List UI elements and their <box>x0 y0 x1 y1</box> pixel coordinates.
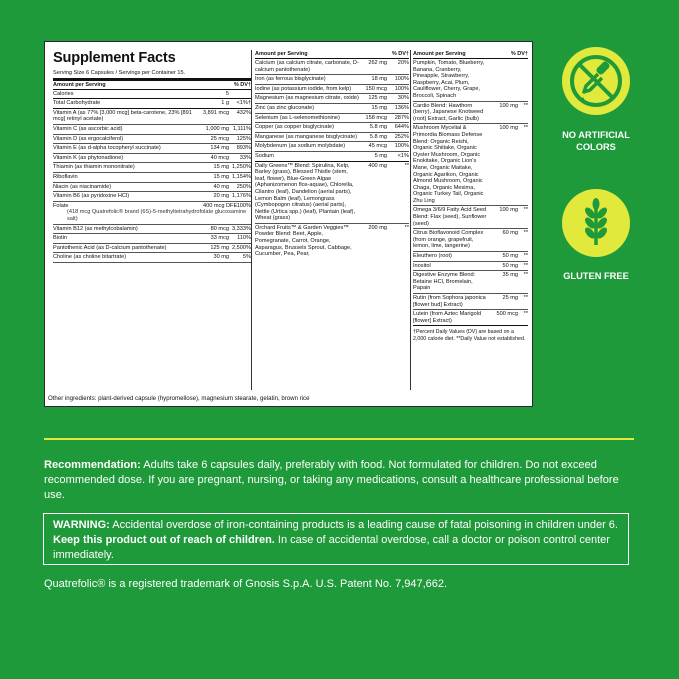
nutrient-row <box>413 310 528 326</box>
nutrient-name: Vitamin A (as 77% [3,000 mcg] beta-carotene, 23% [891 mcg] retinyl acetate) <box>53 109 192 123</box>
nutrient-amount: 200 mg <box>368 224 387 231</box>
nutrient-row <box>53 234 251 244</box>
nutrient-row <box>413 206 528 229</box>
nutrient-amount: 20 mg <box>213 193 229 200</box>
nutrient-amount: 400 mcg DFE <box>203 202 238 209</box>
header-dv: % DV† <box>510 51 528 57</box>
nutrient-amount: 125 mg <box>210 244 229 251</box>
warning-box <box>43 513 629 565</box>
nutrient-row <box>255 104 409 114</box>
nutrient-name: Sodium <box>255 152 274 159</box>
column-divider <box>410 50 411 390</box>
nutrient-row <box>53 90 251 100</box>
nutrient-dv: ** <box>523 102 528 109</box>
nutrient-amount: 15 mg <box>213 164 229 171</box>
nutrient-row <box>413 124 528 206</box>
nutrient-name: Copper (as copper bisglycinate) <box>255 124 334 131</box>
wheat-icon <box>562 189 630 257</box>
nutrient-amount: 50 mg <box>502 253 518 260</box>
nutrient-row <box>255 85 409 95</box>
nutrient-dv: 100% <box>394 143 409 150</box>
nutrient-name: Citrus Bioflavonoid Complex (from orange, grapefruit, lemon, lime, tangerine) <box>413 230 484 250</box>
nutrient-dv: 644% <box>394 124 409 131</box>
nutrient-amount: 5.8 mg <box>369 124 387 131</box>
header-dv: % DV† <box>233 81 251 88</box>
warning-label: WARNING: <box>53 519 110 531</box>
nutrient-row <box>53 225 251 235</box>
nutrient-dv <box>229 91 251 98</box>
nutrient-dv: 100% <box>394 76 409 83</box>
nutrient-amount: 400 mg <box>368 162 387 169</box>
nutrient-list <box>53 90 251 263</box>
nutrient-row <box>53 192 251 202</box>
recommendation-label: Recommendation: <box>44 459 141 471</box>
nutrient-dv: 110% <box>237 235 251 242</box>
nutrient-amount <box>490 60 518 100</box>
recommendation <box>44 458 636 503</box>
header-amount: Amount per Serving <box>413 51 466 57</box>
nutrient-row <box>413 294 528 310</box>
nutrient-amount: 134 mg <box>210 145 229 152</box>
nutrient-name: Vitamin B12 (as methylcobalamin) <box>53 225 138 232</box>
nutrient-amount: 100 mg <box>499 207 518 214</box>
nutrient-dv: 1,250% <box>232 164 251 171</box>
dv-footnote: †Percent Daily Values (DV) are based on a 2,000 calorie diet. **Daily Value not established. <box>413 329 526 342</box>
nutrient-dv: 3,333% <box>232 225 251 232</box>
column-divider <box>251 50 252 390</box>
nutrient-row <box>413 271 528 294</box>
nutrient-dv: 1,111% <box>232 125 251 132</box>
nutrient-name: Manganese (as manganese bisglycinate) <box>255 133 357 140</box>
nutrient-name: Biotin <box>53 235 67 242</box>
nutrient-name: Iodine (as potassium iodide, from kelp) <box>255 85 352 92</box>
header-dv: % DV† <box>391 51 409 57</box>
nutrient-name: Orchard Fruits™ & Garden Veggies™ Powder Blend: Beet, Apple, Pomegranate, Carrot, Orange, Asparagus, Brussels Sprout, Cabbage, Cucumber, Pea, Pear, <box>255 224 352 258</box>
facts-column-3 <box>413 44 528 342</box>
nutrient-dv: 136% <box>394 104 409 111</box>
nutrient-name: Iron (as ferrous bisglycinate) <box>255 76 326 83</box>
nutrient-amount: 5 mg <box>374 152 387 159</box>
no-artificial-colors-badge <box>562 47 630 115</box>
nutrient-dv: 5% <box>242 254 251 261</box>
gluten-free-label: GLUTEN FREE <box>563 271 629 281</box>
warning-text-2: In case of accidental overdose, call a doctor or poison control center immediately. <box>53 534 610 561</box>
nutrient-list <box>413 59 528 326</box>
header-amount: Amount per Serving <box>53 81 106 88</box>
nutrient-amount: 30 mg <box>213 254 229 261</box>
nutrient-row <box>53 253 251 263</box>
nutrient-name: Daily Greens™ Blend: Spirulina, Kelp, Barley (grass), Blessed Thistle (stem, leaf, flower), Blue-Green Algae (Aphanizomenon flos-aquae), Chlorella, Cilantro (leaf), Dandelion (aerial parts), Lemon Balm (leaf), Lemongrass (Cymbopogon citratus) (aerial parts), Nettle (Urtica spp.) (leaf), Plantain (leaf), Wheat (grass) <box>255 162 356 222</box>
nutrient-dv: ** <box>404 224 409 231</box>
nutrient-name: Pumpkin, Tomato, Blueberry, Banana, Cranberry, Pineapple, Strawberry, Raspberry, Acai, Plum, Cauliflower, Cherry, Grape, Broccoli, Spinach <box>413 60 485 99</box>
nutrient-dv: 2,500% <box>232 244 251 251</box>
nutrient-amount: 15 mg <box>371 104 387 111</box>
nutrient-name: Pantothenic Acid (as D-calcium pantothenate) <box>53 244 167 251</box>
nutrient-dv: ** <box>523 272 528 279</box>
nutrient-name: Mushroom Mycelial & Primordia Biomass Defense Blend: Organic Reishi, Organic Shiitake, Organic Oyster Mushroom, Organic Enokitake, Organic Lion's Mane, Organic Maitake, Organic Agarikon, Organic Almond Mushroom, Organic Chaga, Organic Mesima, Organic Turkey Tail, Organic Zhu Ling <box>413 125 484 204</box>
nutrient-amount: 100 mg <box>499 102 518 109</box>
nutrient-name: Calcium (as calcium citrate, carbonate, D-calcium pantothenate) <box>255 60 359 73</box>
nutrient-name: Vitamin E (as d-alpha tocopheryl succinate) <box>53 145 161 152</box>
nutrient-row <box>255 152 409 162</box>
nutrient-amount: 18 mg <box>371 76 387 83</box>
trademark-note: Quatrefolic® is a registered trademark of Gnosis S.p.A. U.S. Patent No. 7,947,662. <box>44 578 448 590</box>
nutrient-dv: 250% <box>236 183 251 190</box>
nutrient-name: Vitamin C (as ascorbic acid) <box>53 125 123 132</box>
nutrient-row <box>53 125 251 135</box>
nutrient-row <box>53 202 251 225</box>
no-artificial-colors-label: NO ARTIFICIAL COLORS <box>562 130 630 152</box>
nutrient-amount: 1,000 mg <box>205 125 229 132</box>
nutrient-amount: 33 mcg <box>210 235 229 242</box>
yellow-divider <box>44 438 634 440</box>
nutrient-dv: 100% <box>394 85 409 92</box>
nutrient-amount: 40 mg <box>213 183 229 190</box>
recommendation-text: Adults take 6 capsules daily, preferably with food. Not formulated for children. Do not exceed recommended dose. If you are pregnant, nursing, or taking any medications, consult a healthcare professional before use. <box>44 459 619 501</box>
nutrient-amount: 25 mcg <box>210 135 229 142</box>
nutrient-amount: 3,891 mcg <box>203 109 230 116</box>
nutrient-name: Cardio Blend: Hawthorn (berry), Japanese Knotweed (root) Extract, Garlic (bulb) <box>413 102 484 122</box>
nutrient-name: Niacin (as niacinamide) <box>53 183 112 190</box>
nutrient-name: Lutein (from Aztec Marigold [flower] Extract) <box>413 311 482 324</box>
nutrient-row <box>413 252 528 262</box>
nutrient-amount: 15 mg <box>213 173 229 180</box>
no-dropper-icon <box>562 47 630 115</box>
nutrient-list <box>255 59 409 259</box>
nutrient-row <box>255 224 409 259</box>
nutrient-name: Folate <box>53 202 69 209</box>
nutrient-amount: 35 mg <box>502 272 518 279</box>
nutrient-amount: 5.8 mg <box>369 133 387 140</box>
nutrient-row <box>255 75 409 85</box>
nutrient-dv: 20% <box>397 60 409 66</box>
nutrient-name: Vitamin D (as ergocalciferol) <box>53 135 124 142</box>
other-ingredients: Other ingredients: plant-derived capsule (hypromellose), magnesium stearate, gelatin, brown rice <box>48 395 310 402</box>
nutrient-name: Inositol <box>413 262 431 269</box>
nutrient-amount: 60 mg <box>502 230 518 237</box>
serving-info: Serving Size 6 Capsules / Servings per Container 15. <box>53 70 251 81</box>
nutrient-name: Omega 3/6/9 Fatty Acid Seed Blend: Flax (seed), Sunflower (seed) <box>413 207 487 227</box>
nutrient-name: Riboflavin <box>53 173 78 180</box>
nutrient-amount: 125 mg <box>368 95 387 102</box>
nutrient-dv: 893% <box>236 145 251 152</box>
nutrient-row <box>413 59 528 102</box>
nutrient-name: Choline (as choline bitartrate) <box>53 254 127 261</box>
nutrient-amount: 500 mcg <box>496 311 518 318</box>
nutrient-name: Molybdenum (as sodium molybdate) <box>255 143 346 150</box>
gluten-free-badge <box>562 189 630 257</box>
nutrient-dv <box>518 60 528 100</box>
nutrient-dv: ** <box>523 295 528 301</box>
nutrient-dv: ** <box>523 262 528 269</box>
nutrient-row <box>413 229 528 252</box>
nutrient-dv: ** <box>523 253 528 260</box>
nutrient-row <box>255 114 409 124</box>
supplement-facts-panel <box>44 41 533 407</box>
nutrient-dv: 125% <box>236 135 251 142</box>
warning-keep-away: Keep this product out of reach of children. <box>53 534 275 546</box>
nutrient-dv: 1,154% <box>232 173 251 180</box>
nutrient-amount: 45 mcg <box>368 143 387 150</box>
facts-title: Supplement Facts <box>53 50 176 66</box>
nutrient-row <box>255 162 409 224</box>
nutrient-dv: 100% <box>236 202 251 209</box>
nutrient-dv: 33% <box>239 154 251 161</box>
nutrient-row <box>53 109 251 125</box>
nutrient-amount: 5 <box>225 90 229 97</box>
facts-header <box>413 50 528 59</box>
nutrient-name: Eleuthero (root) <box>413 253 452 260</box>
nutrient-name: Rutin (from Sophora japonica [flower bud] Extract) <box>413 295 486 308</box>
nutrient-dv: ** <box>404 162 409 169</box>
nutrient-name: Magnesium (as magnesium citrate, oxide) <box>255 95 359 102</box>
nutrient-amount: 25 mg <box>502 295 518 301</box>
nutrient-dv: <1%† <box>236 100 251 107</box>
nutrient-dv: 252% <box>394 133 409 140</box>
nutrient-amount: 1 g <box>221 100 229 107</box>
nutrient-amount: 262 mg <box>368 60 387 66</box>
nutrient-dv: <1% <box>397 152 409 159</box>
nutrient-dv: 30% <box>397 95 409 102</box>
nutrient-name: Thiamin (as thiamin mononitrate) <box>53 164 135 171</box>
nutrient-name: Digestive Enzyme Blend: Betaine HCl, Bromelain, Papain <box>413 272 476 292</box>
nutrient-amount: 158 mcg <box>365 114 387 121</box>
nutrient-row <box>53 154 251 164</box>
facts-column-2 <box>255 44 409 259</box>
nutrient-row <box>255 123 409 133</box>
header-amount: Amount per Serving <box>255 51 308 57</box>
nutrient-dv: 1,176% <box>232 193 251 200</box>
nutrient-dv: 287% <box>394 114 409 121</box>
nutrient-row <box>53 163 251 173</box>
nutrient-dv: 432% <box>236 109 251 116</box>
nutrient-row <box>255 94 409 104</box>
nutrient-row <box>255 59 409 75</box>
nutrient-row <box>53 144 251 154</box>
nutrient-row <box>53 99 251 109</box>
nutrient-row <box>255 133 409 143</box>
warning-text: Accidental overdose of iron-containing products is a leading cause of fatal poisoning in children under 6. <box>109 519 618 531</box>
nutrient-row <box>413 262 528 272</box>
nutrient-amount: 50 mg <box>502 262 518 269</box>
nutrient-dv: ** <box>523 230 528 237</box>
nutrient-row <box>53 183 251 193</box>
nutrient-name: Total Carbohydrate <box>53 100 101 107</box>
nutrient-row <box>53 244 251 254</box>
nutrient-name: Vitamin B6 (as pyridoxine HCl) <box>53 193 130 200</box>
nutrient-dv: ** <box>523 207 528 214</box>
nutrient-amount: 100 mg <box>499 125 518 132</box>
nutrient-name: Selenium (as L-selenomethionine) <box>255 114 340 121</box>
nutrient-amount: 150 mcg <box>365 85 387 92</box>
nutrient-name: Vitamin K (as phytonadione) <box>53 154 124 161</box>
facts-header <box>255 50 409 59</box>
nutrient-name: Zinc (as zinc gluconate) <box>255 104 315 111</box>
nutrient-dv: ** <box>523 125 528 132</box>
nutrient-detail: (418 mcg Quatrefolic® brand (6S)-5-methyltetrahydrofolate glucosamine salt) <box>67 209 247 222</box>
nutrient-row <box>255 142 409 152</box>
nutrient-dv: ** <box>523 311 528 318</box>
nutrient-row <box>53 135 251 145</box>
facts-header <box>53 81 251 90</box>
nutrient-row <box>53 173 251 183</box>
nutrient-name: Calories <box>53 90 74 97</box>
facts-column-1 <box>53 44 251 263</box>
nutrient-row <box>413 102 528 125</box>
nutrient-amount: 40 mcg <box>210 154 229 161</box>
nutrient-amount: 80 mcg <box>210 225 229 232</box>
